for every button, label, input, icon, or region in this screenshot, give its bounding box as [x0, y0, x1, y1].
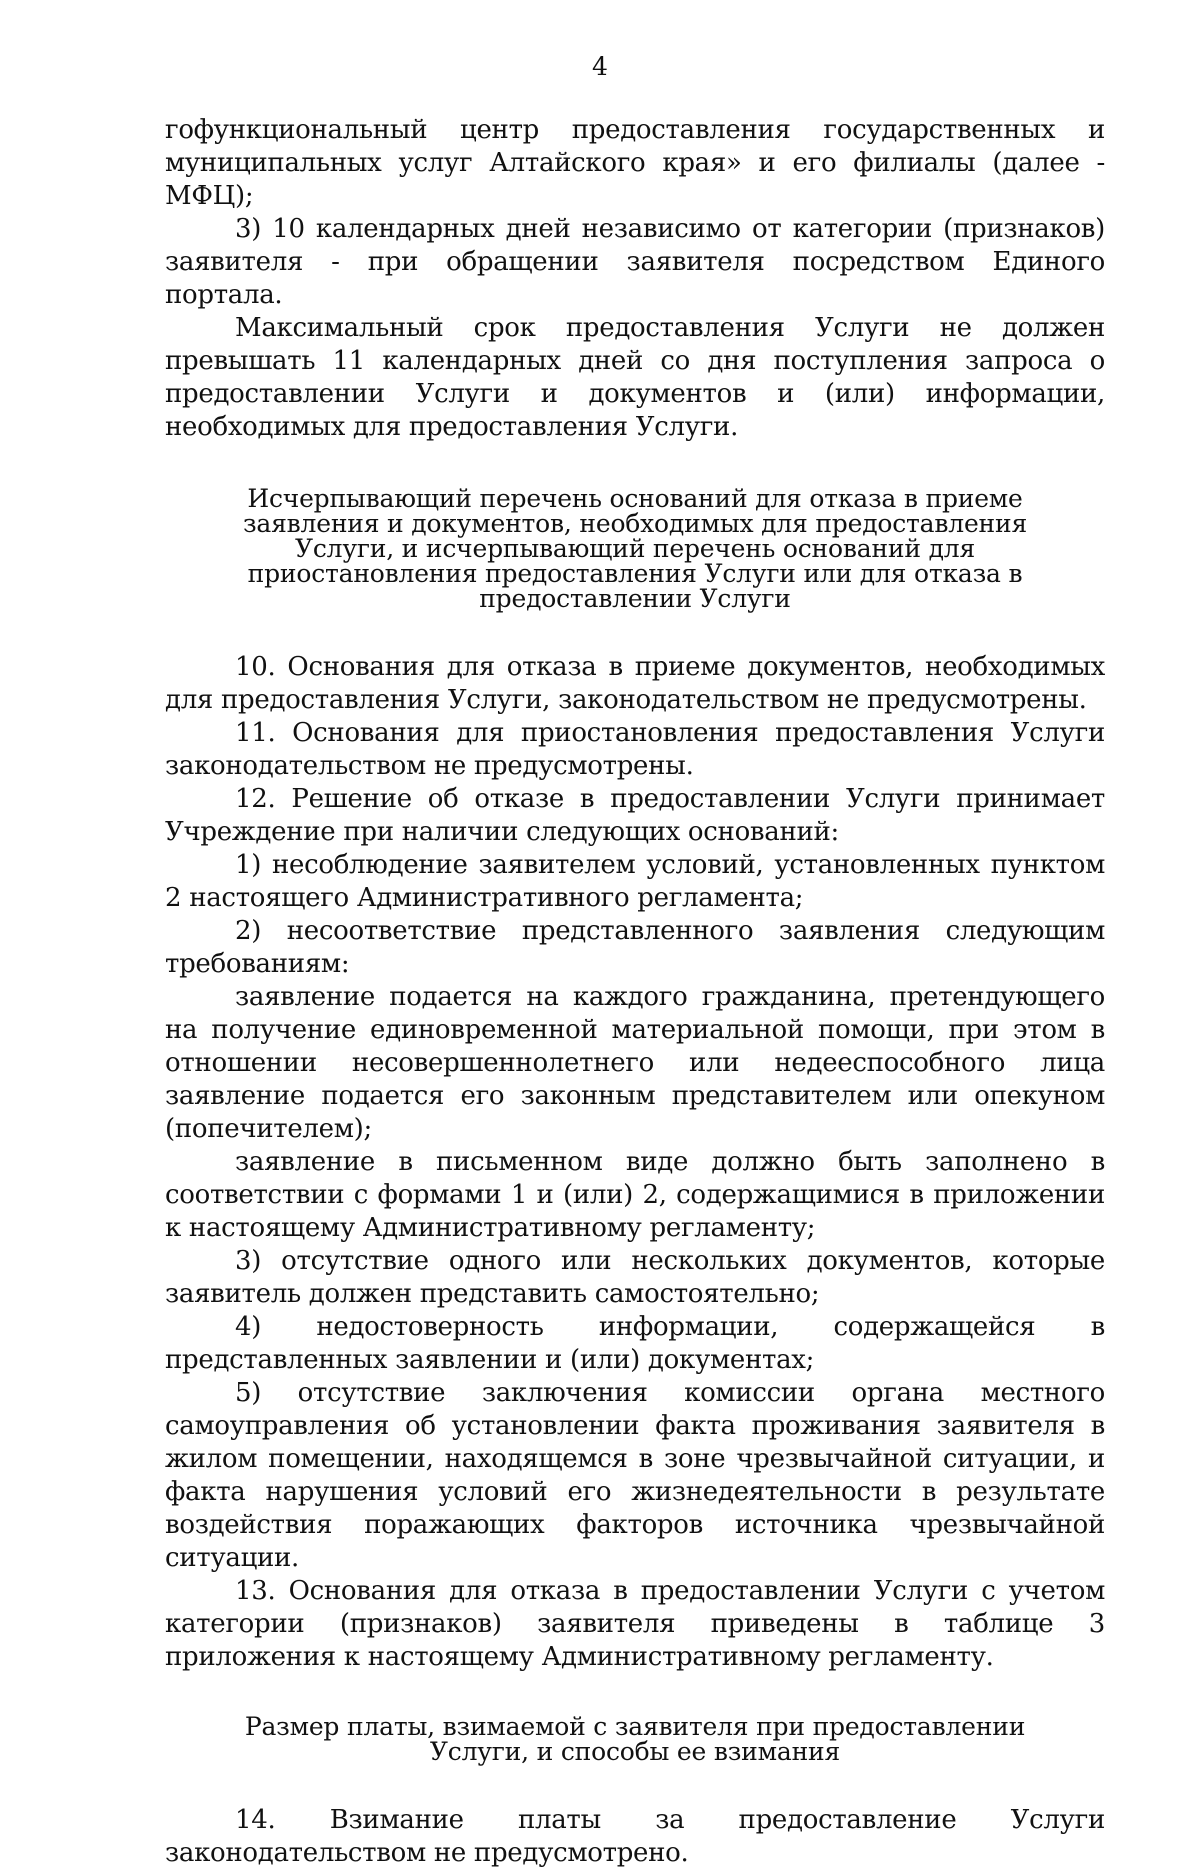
- paragraph-10: 10. Основания для отказа в приеме документов, необходимых для предоставления Услуги, законодательством не предусмотрены.: [165, 652, 1105, 715]
- paragraph-mfc-continuation: гофункциональный центр предоставления государственных и муниципальных услуг Алтайского края» и его филиалы (далее - МФЦ);: [165, 115, 1105, 211]
- section-heading-fee: Размер платы, взимаемой с заявителя при предоставлении Услуги, и способы ее взимания: [244, 1712, 1026, 1766]
- paragraph-12-item-5: 5) отсутствие заключения комиссии органа местного самоуправления об установлении факта проживания заявителя в жилом помещении, находящемся в зоне чрезвычайной ситуации, и факта нарушения условий его жизнедеятельности в результате воздействия поражающих факторов источника чрезвычайной ситуации.: [165, 1378, 1105, 1573]
- paragraph-12: 12. Решение об отказе в предоставлении Услуги принимает Учреждение при наличии следующих оснований:: [165, 784, 1105, 847]
- paragraph-12-item-4: 4) недостоверность информации, содержащейся в представленных заявлении и (или) документах;: [165, 1312, 1105, 1375]
- paragraph-max-term: Максимальный срок предоставления Услуги не должен превышать 11 календарных дней со дня поступления запроса о предоставлении Услуги и документов и (или) информации, необходимых для предоставления Услуги.: [165, 313, 1105, 442]
- paragraph-12-item-3: 3) отсутствие одного или нескольких документов, которые заявитель должен представить самостоятельно;: [165, 1246, 1105, 1309]
- paragraph-12-item-2-req-1: заявление подается на каждого гражданина, претендующего на получение единовременной материальной помощи, при этом в отношении несовершеннолетнего или недееспособного лица заявление подается его законным представителем или опекуном (попечителем);: [165, 982, 1105, 1144]
- paragraph-13: 13. Основания для отказа в предоставлении Услуги с учетом категории (признаков) заявителя приведены в таблице 3 приложения к настоящему Административному регламенту.: [165, 1576, 1105, 1672]
- paragraph-item-3-portal: 3) 10 календарных дней независимо от категории (признаков) заявителя - при обращении заявителя посредством Единого портала.: [165, 214, 1105, 310]
- paragraph-11: 11. Основания для приостановления предоставления Услуги законодательством не предусмотрены.: [165, 718, 1105, 781]
- section-heading-refusal-grounds: Исчерпывающий перечень оснований для отказа в приеме заявления и документов, необходимых для предоставления Услуги, и исчерпывающий перечень оснований для приостановления предоставления Услуги или для отказа в предоставлении Услуги: [242, 484, 1028, 613]
- page-number: 4: [592, 52, 608, 81]
- paragraph-12-item-2-req-2: заявление в письменном виде должно быть заполнено в соответствии с формами 1 и (или) 2, содержащимися в приложении к настоящему Административному регламенту;: [165, 1147, 1105, 1243]
- paragraph-12-item-1: 1) несоблюдение заявителем условий, установленных пунктом 2 настоящего Административного регламента;: [165, 850, 1105, 913]
- paragraph-12-item-2: 2) несоответствие представленного заявления следующим требованиям:: [165, 916, 1105, 979]
- document-body: [165, 114, 1105, 1870]
- paragraph-14: 14. Взимание платы за предоставление Услуги законодательством не предусмотрено.: [165, 1805, 1105, 1868]
